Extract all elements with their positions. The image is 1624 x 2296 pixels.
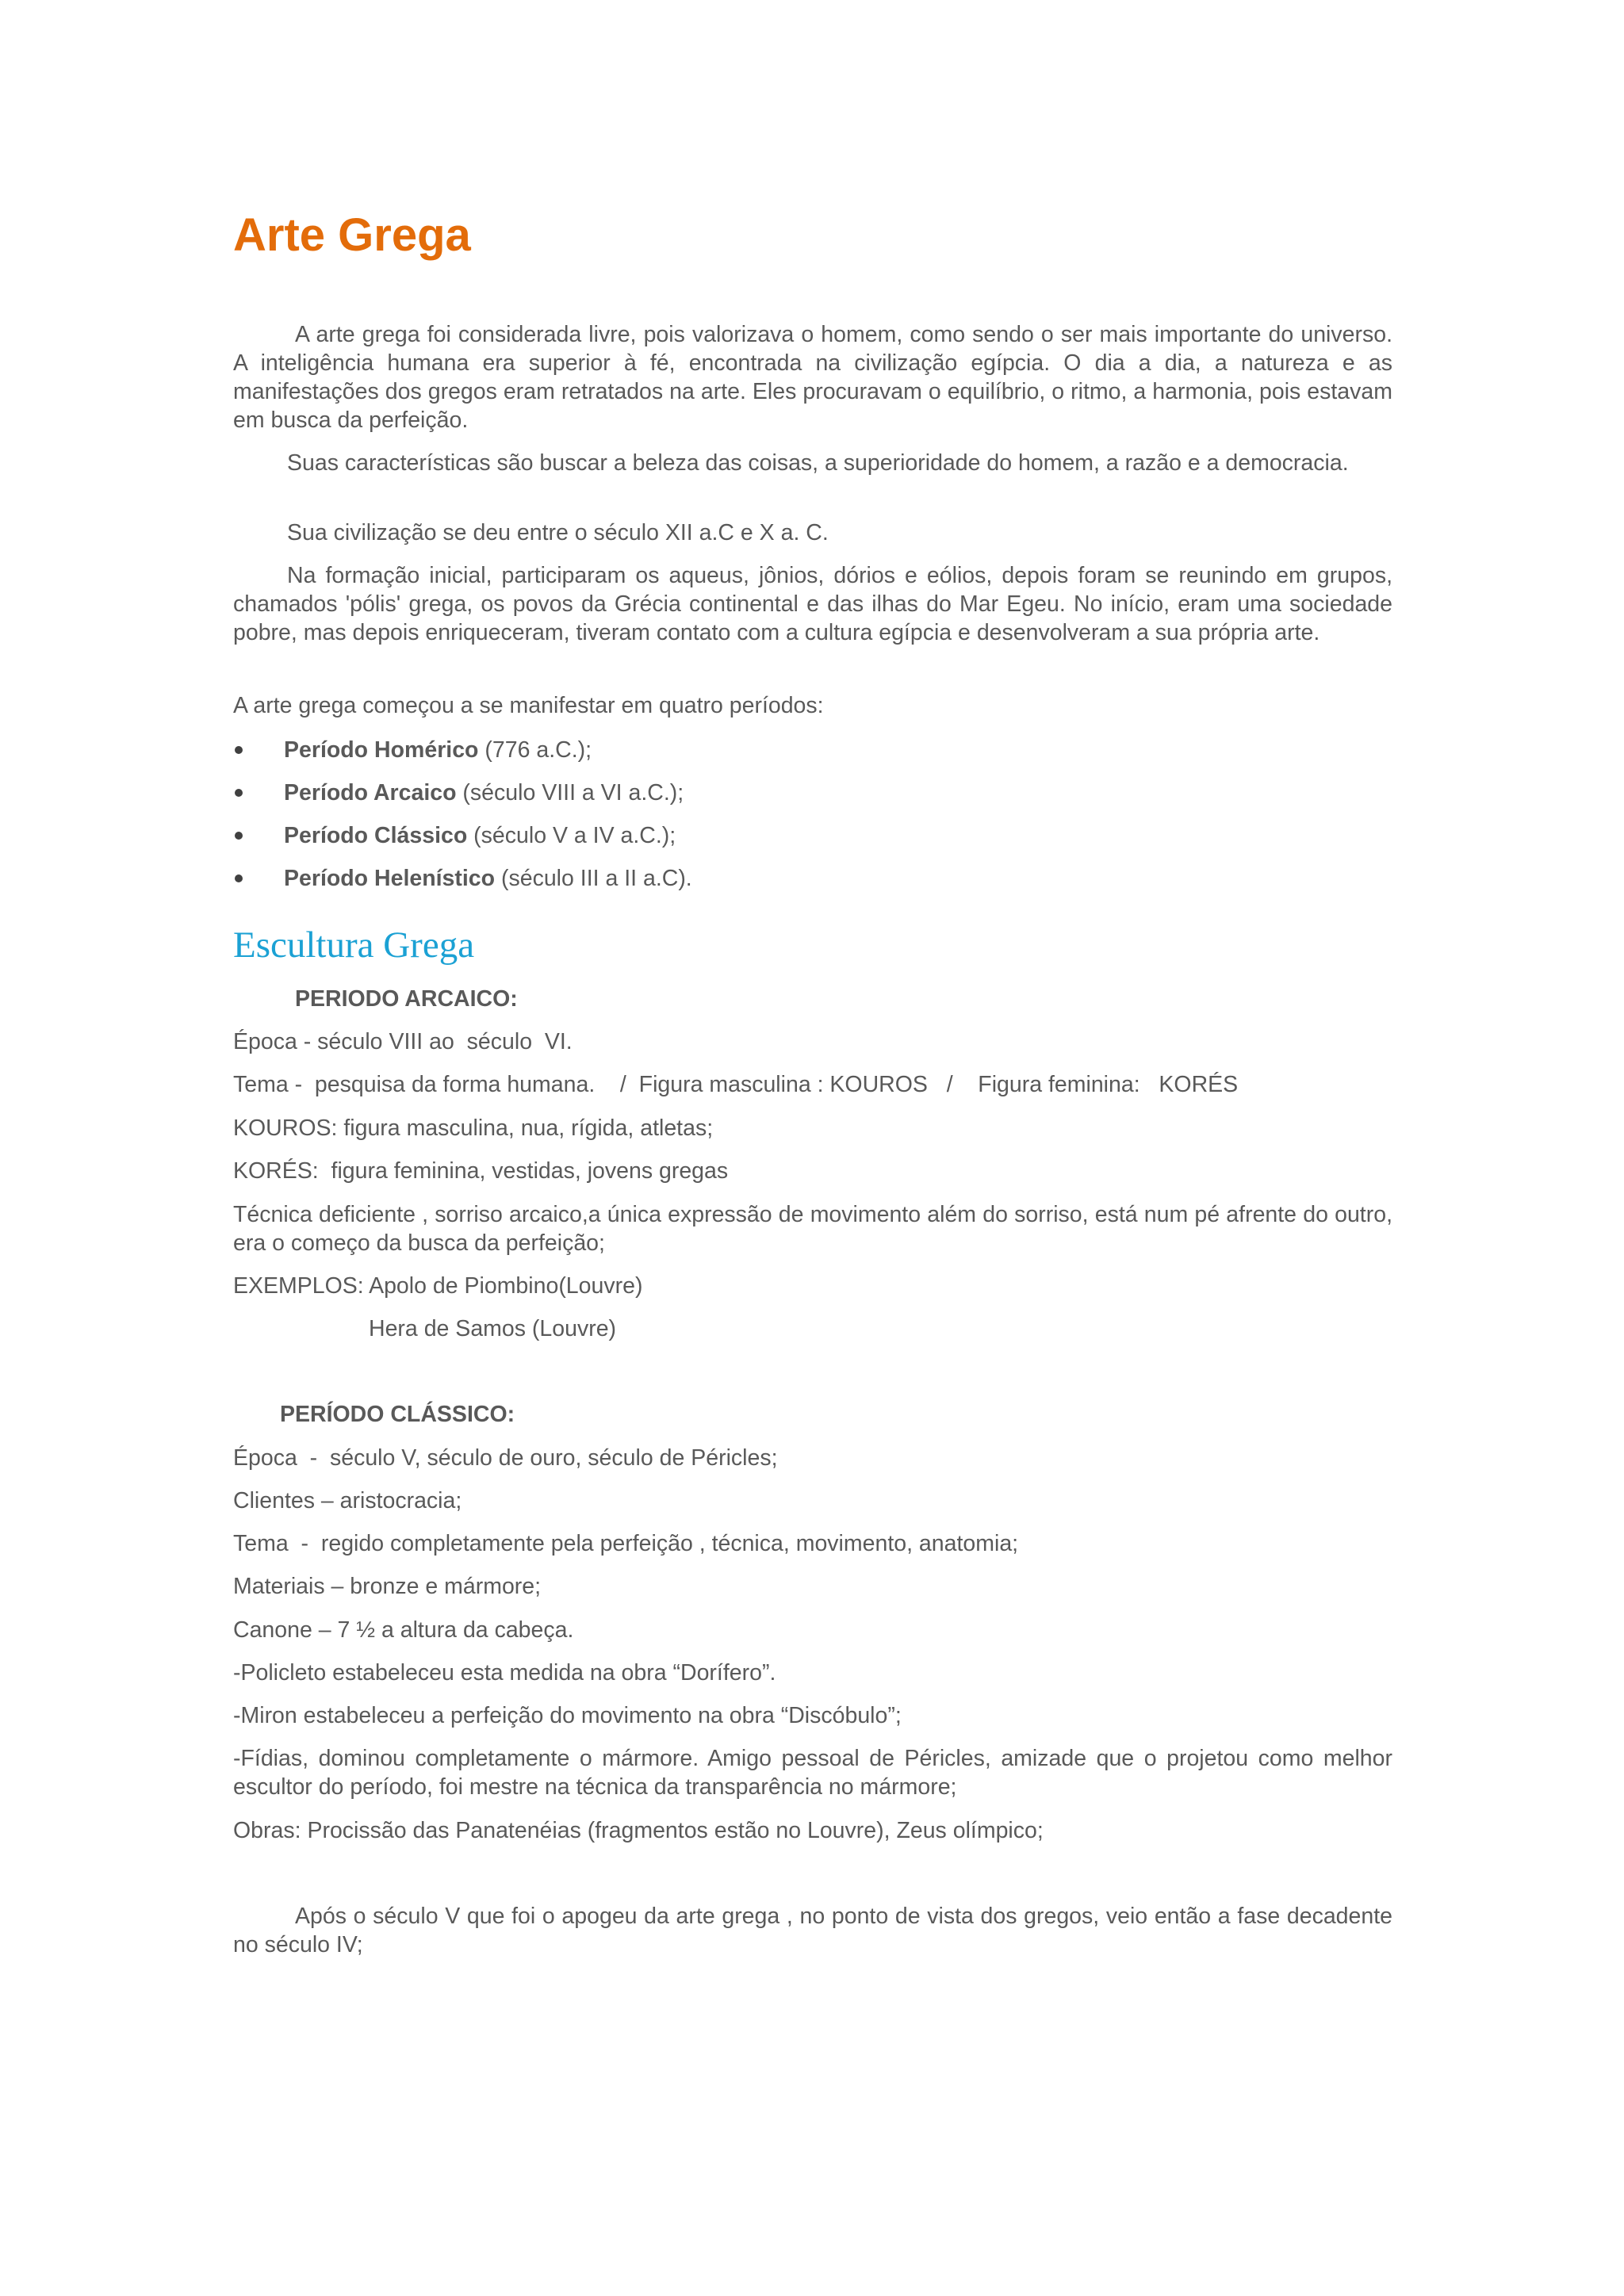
period-name: Período Helenístico bbox=[284, 866, 496, 891]
archaic-line-1: Época - século VIII ao século VI. bbox=[233, 1029, 573, 1054]
period-name: Período Arcaico bbox=[284, 780, 457, 806]
classical-line-7: -Miron estabeleceu a perfeição do movimento na obra “Discóbulo”; bbox=[233, 1703, 902, 1728]
archaic-line-4: KORÉS: figura feminina, vestidas, jovens gregas bbox=[233, 1158, 729, 1184]
subheading-archaic: PERIODO ARCAICO: bbox=[295, 986, 518, 1012]
bullet-icon bbox=[235, 746, 243, 754]
classical-line-2: Clientes – aristocracia; bbox=[233, 1488, 462, 1513]
period-detail: (século VIII a VI a.C.); bbox=[456, 780, 684, 806]
classical-line-5: Canone – 7 ½ a altura da cabeça. bbox=[233, 1617, 574, 1643]
archaic-line-2: Tema - pesquisa da forma humana. / Figura masculina : KOUROS / Figura feminina: KORÉS bbox=[233, 1072, 1239, 1097]
period-name: Período Clássico bbox=[284, 823, 468, 848]
classical-fidias: -Fídias, dominou completamente o mármore. Amigo pessoal de Péricles, amizade que o projetou como melhor escultor do período, foi mestre na técnica da transparência no mármore; bbox=[233, 1746, 1392, 1800]
period-detail: (século V a IV a.C.); bbox=[467, 823, 676, 848]
classical-works: Obras: Procissão das Panatenéias (fragmentos estão no Louvre), Zeus olímpico; bbox=[233, 1818, 1044, 1843]
classical-line-4: Materiais – bronze e mármore; bbox=[233, 1574, 542, 1599]
classical-line-3: Tema - regido completamente pela perfeição , técnica, movimento, anatomia; bbox=[233, 1531, 1019, 1556]
intro-paragraph-1: A arte grega foi considerada livre, pois valorizava o homem, como sendo o ser mais importante do universo. A inteligência humana era superior à fé, encontrada na civilização egípcia. O dia a dia, a natureza e as manifestações dos gregos eram retratados na arte. Eles procuravam o equilíbrio, o ritmo, a harmonia, pois estavam em busca da perfeição. bbox=[233, 322, 1392, 433]
intro-paragraph-4: Na formação inicial, participaram os aqueus, jônios, dórios e eólios, depois foram se reunindo em grupos, chamados 'pólis' grega, os povos da Grécia continental e das ilhas do Mar Egeu. No início, eram uma sociedade pobre, mas depois enriqueceram, tiveram contato com a cultura egípcia e desenvolveram a sua própria arte. bbox=[233, 563, 1392, 645]
document-title: Arte Grega bbox=[233, 209, 471, 261]
list-item bbox=[233, 779, 692, 821]
section-heading-sculpture: Escultura Grega bbox=[233, 924, 475, 966]
bullet-icon bbox=[235, 789, 243, 797]
intro-paragraph-2: Suas características são buscar a beleza das coisas, a superioridade do homem, a razão e a democracia. bbox=[287, 450, 1349, 476]
archaic-technique: Técnica deficiente , sorriso arcaico,a única expressão de movimento além do sorriso, está num pé afrente do outro, era o começo da busca da perfeição; bbox=[233, 1202, 1392, 1256]
intro-paragraph-3: Sua civilização se deu entre o século XII a.C e X a. C. bbox=[287, 520, 829, 545]
classical-line-6: -Policleto estabeleceu esta medida na obra “Dorífero”. bbox=[233, 1660, 776, 1686]
archaic-line-3: KOUROS: figura masculina, nua, rígida, atletas; bbox=[233, 1115, 714, 1141]
period-name: Período Homérico bbox=[284, 737, 479, 763]
archaic-examples-1: EXEMPLOS: Apolo de Piombino(Louvre) bbox=[233, 1273, 643, 1299]
subheading-classical: PERÍODO CLÁSSICO: bbox=[280, 1402, 515, 1427]
bullet-icon bbox=[235, 832, 243, 840]
periods-list bbox=[233, 736, 692, 907]
classical-line-1: Época - século V, século de ouro, século de Péricles; bbox=[233, 1445, 778, 1471]
list-item bbox=[233, 736, 692, 779]
closing-paragraph: Após o século V que foi o apogeu da arte grega , no ponto de vista dos gregos, veio então a fase decadente no século IV; bbox=[233, 1904, 1392, 1957]
list-item bbox=[233, 864, 692, 907]
list-item bbox=[233, 821, 692, 864]
bullet-icon bbox=[235, 874, 243, 882]
intro-paragraph-5: A arte grega começou a se manifestar em quatro períodos: bbox=[233, 693, 824, 718]
period-detail: (776 a.C.); bbox=[478, 737, 592, 763]
period-detail: (século III a II a.C). bbox=[495, 866, 692, 891]
archaic-examples-2: Hera de Samos (Louvre) bbox=[369, 1316, 617, 1341]
